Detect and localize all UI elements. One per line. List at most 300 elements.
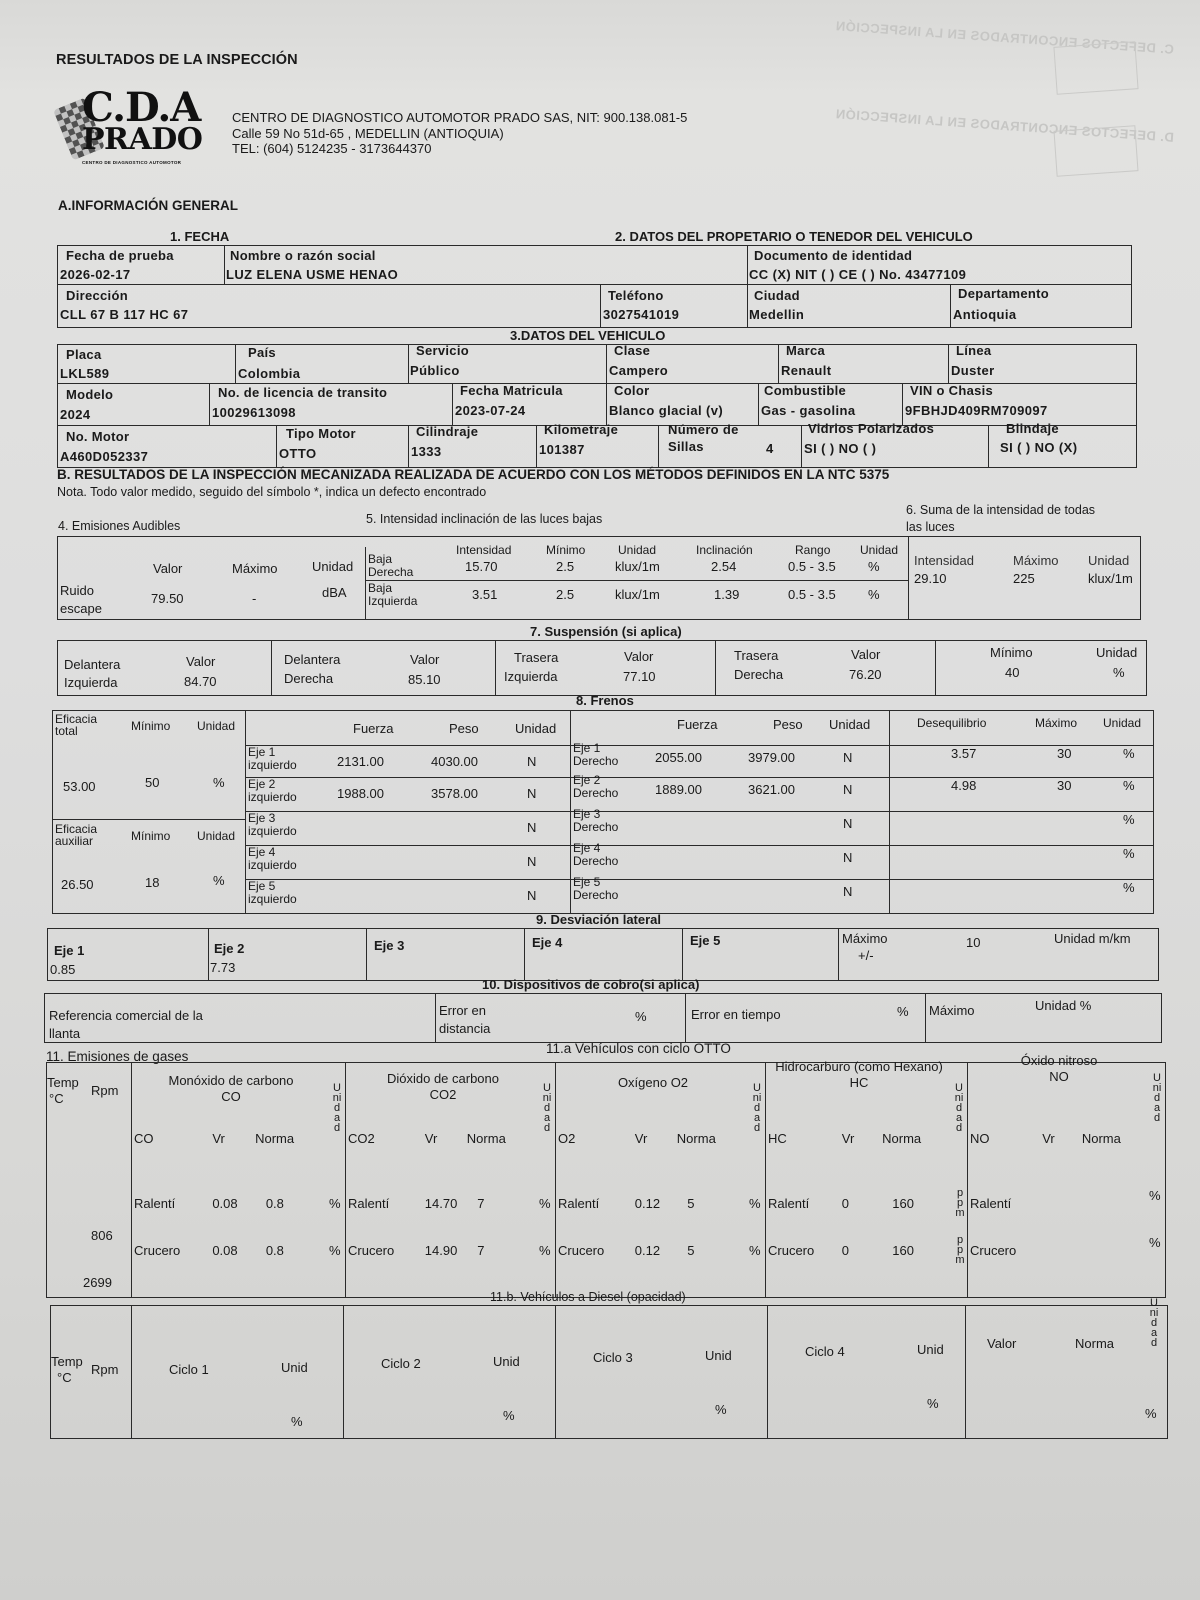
ruido-label-1: Ruido: [60, 583, 94, 598]
referencia-label: llanta: [49, 1026, 81, 1041]
direccion-label: Dirección: [66, 288, 128, 303]
pais-value: Colombia: [238, 366, 301, 381]
freno-lado-label: Derecho: [573, 786, 619, 800]
bleed-through-text: C. DEFECTOS ENCONTRADOS EN LA INSPECCIÓN: [834, 18, 1175, 57]
freno-eje-label: Eje 4: [573, 841, 601, 855]
luces-header-unidad: Unidad: [618, 543, 657, 557]
section-a-title: A.INFORMACIÓN GENERAL: [58, 198, 238, 213]
vehiculo-header: 3.DATOS DEL VEHICULO: [510, 328, 666, 343]
luces-intensidad: 15.70: [465, 559, 498, 574]
luces-inclinacion: 2.54: [711, 559, 737, 574]
diesel-cycle-label: Ciclo 1: [169, 1362, 209, 1377]
luces-inclinacion: 1.39: [714, 587, 740, 602]
error-distancia-label: distancia: [439, 1021, 491, 1036]
clase-label: Clase: [614, 343, 651, 358]
gas-group-subtitle: NO: [1049, 1069, 1069, 1084]
luces-header-unidad2: Unidad: [860, 543, 899, 557]
motor-value: A460D052337: [60, 449, 149, 464]
emisiones-header-valor: Valor: [153, 561, 183, 576]
desviacion-unidad: Unidad m/km: [1054, 931, 1131, 946]
freno-eje-label: Eje 5: [248, 879, 276, 893]
color-label: Color: [614, 383, 650, 398]
suspension-minimo-label: Mínimo: [990, 645, 1033, 660]
suspension-value-label: Valor: [851, 647, 881, 662]
bleed-through-text: D. DEFECTOS ENCONTRADOS EN LA INSPECCIÓN: [834, 106, 1175, 145]
kilometraje-label: Kilometraje: [544, 422, 619, 437]
freno-fuerza: 1889.00: [655, 782, 702, 797]
gas-unit: %: [749, 1243, 761, 1258]
freno-eje-label: Eje 2: [248, 777, 276, 791]
diesel-unidad-pct: %: [1145, 1406, 1157, 1421]
suspension-minimo: 40: [1005, 665, 1020, 680]
eficacia-total-unidad-label: Unidad: [197, 719, 236, 733]
freno-eje-label: Eje 4: [248, 845, 276, 859]
suspension-label: Trasera: [514, 650, 559, 665]
diesel-unidad-vertical: Unidad: [1149, 1297, 1159, 1349]
bleed-through-box: [1053, 41, 1138, 95]
suspension-label: Delantera: [64, 657, 121, 672]
desviacion-eje-value: 0.85: [50, 962, 76, 977]
gas-norma: 5: [687, 1243, 695, 1258]
suspension-label: Derecha: [284, 671, 334, 686]
suspension-label: Trasera: [734, 648, 779, 663]
bleed-through-box: [1053, 125, 1138, 177]
suma-luces-title-1: 6. Suma de la intensidad de todas: [906, 503, 1096, 517]
luces-header-minimo: Mínimo: [546, 543, 586, 557]
diesel-cycle-label: Ciclo 2: [381, 1356, 421, 1371]
gas-vr: 14.90: [424, 1243, 458, 1258]
gas-col-name: CO2: [348, 1131, 375, 1146]
freno-lado-label: Derecho: [573, 888, 619, 902]
freno-fuerza: 2055.00: [655, 750, 702, 765]
company-name: CENTRO DE DIAGNOSTICO AUTOMOTOR PRADO SAS, NIT: 900.138.081-5: [232, 110, 688, 125]
marca-value: Renault: [781, 363, 832, 378]
gas-unidad-vertical: Unidad: [542, 1082, 552, 1134]
sillas-label-1: Número de: [668, 422, 739, 437]
gas-unidad-vertical: Unidad: [332, 1082, 342, 1134]
marca-label: Marca: [786, 343, 826, 358]
suspension-value-label: Valor: [186, 654, 216, 669]
linea-label: Línea: [956, 343, 992, 358]
freno-lado-label: izquierdo: [248, 858, 297, 872]
kilometraje-value: 101387: [539, 442, 585, 457]
error-tiempo-unit: %: [897, 1004, 909, 1019]
gas-group-title: Dióxido de carbono: [386, 1071, 500, 1086]
suspension-unidad: %: [1113, 665, 1125, 680]
ruido-maximo: -: [252, 591, 257, 606]
freno-unidad: N: [527, 854, 537, 869]
luces-header-rango: Rango: [795, 543, 831, 557]
gas-group-title: Hidrocarburo (como Hexano): [775, 1059, 943, 1074]
diesel-cycle-unid: Unid: [493, 1354, 520, 1369]
luces-rango: 0.5 - 3.5: [788, 559, 836, 574]
motor-label: No. Motor: [66, 429, 130, 444]
freno-peso: 4030.00: [431, 754, 478, 769]
frenos-header-desequilibrio: Desequilibrio: [917, 716, 987, 730]
gas-col-name: CO: [134, 1131, 154, 1146]
linea-value: Duster: [951, 363, 995, 378]
rpm-label: Rpm: [91, 1083, 119, 1098]
cilindraje-label: Cilindraje: [416, 424, 479, 439]
fecha-prueba-label: Fecha de prueba: [66, 248, 174, 263]
gas-col-vr: Vr: [424, 1131, 438, 1146]
servicio-label: Servicio: [416, 343, 469, 358]
gas-group-title: Óxido nitroso: [1020, 1053, 1098, 1068]
freno-lado-label: Derecho: [573, 854, 619, 868]
gas-mode: Crucero: [768, 1243, 815, 1258]
freno-peso: 3578.00: [431, 786, 478, 801]
freno-eje-label: Eje 3: [573, 807, 601, 821]
gas-col-norma: Norma: [1081, 1131, 1121, 1146]
freno-peso: 3621.00: [748, 782, 795, 797]
suspension-title: 7. Suspensión (si aplica): [530, 624, 682, 639]
freno-lado-label: izquierdo: [248, 790, 297, 804]
vin-value: 9FBHJD409RM709097: [905, 403, 1048, 418]
suspension-label: Delantera: [284, 652, 341, 667]
gas-col-name: HC: [768, 1131, 787, 1146]
freno-unidad: N: [843, 816, 853, 831]
freno-unidad: N: [843, 782, 853, 797]
luces-unidad2: %: [868, 587, 880, 602]
error-tiempo-label: Error en tiempo: [691, 1007, 781, 1022]
gas-vr: 0.08: [212, 1196, 238, 1211]
luces-row-label: Baja: [368, 552, 393, 566]
freno-unidad: N: [527, 754, 537, 769]
suma-unidad: klux/1m: [1088, 571, 1133, 586]
suspension-label: Izquierda: [504, 669, 558, 684]
pais-label: País: [248, 345, 276, 360]
diesel-temp-label: Temp: [51, 1354, 83, 1369]
suspension-value: 85.10: [408, 672, 441, 687]
frenos-header-peso: Peso: [773, 717, 803, 732]
suma-intensidad: 29.10: [914, 571, 947, 586]
gas-group-title: Oxígeno O2: [617, 1075, 689, 1090]
freno-eje-label: Eje 3: [248, 811, 276, 825]
sillas-value: 4: [766, 441, 774, 456]
suma-luces-title-2: las luces: [906, 520, 955, 534]
modelo-value: 2024: [60, 407, 91, 422]
gas-unit: %: [539, 1243, 551, 1258]
luces-intensidad: 3.51: [472, 587, 498, 602]
telefono-value: 3027541019: [603, 307, 680, 322]
dispositivos-box: [44, 993, 1162, 1043]
frenos-header-fuerza: Fuerza: [353, 721, 394, 736]
eficacia-auxiliar-unidad-label: Unidad: [197, 829, 236, 843]
gas-col-vr: Vr: [1042, 1131, 1055, 1146]
company-phone: TEL: (604) 5124235 - 3173644370: [232, 141, 432, 156]
gas-unidad-vertical: Unidad: [1152, 1072, 1162, 1124]
gases-title: 11. Emisiones de gases: [46, 1049, 189, 1064]
gas-col-norma: Norma: [676, 1131, 716, 1146]
licencia-label: No. de licencia de transito: [218, 385, 388, 400]
desviacion-eje-label: Eje 2: [214, 941, 245, 956]
rpm-value: 2699: [83, 1275, 112, 1290]
document-title: RESULTADOS DE LA INSPECCIÓN: [56, 52, 298, 68]
gas-vr: 0: [841, 1243, 849, 1258]
cilindraje-value: 1333: [411, 444, 442, 459]
gas-vr: 14.70: [424, 1196, 458, 1211]
clase-value: Campero: [609, 363, 669, 378]
gas-vr: 0.12: [634, 1196, 661, 1211]
fecha-header: 1. FECHA: [170, 229, 230, 244]
gas-col-norma: Norma: [882, 1131, 922, 1146]
temp-label: Temp: [47, 1075, 79, 1090]
luces-unidad2: %: [868, 559, 880, 574]
desviacion-box: [47, 928, 1159, 981]
freno-lado-label: Derecho: [573, 820, 619, 834]
ruido-unidad: dBA: [322, 585, 347, 600]
freno-unidad: N: [527, 786, 537, 801]
frenos-header-fuerza: Fuerza: [677, 717, 718, 732]
section-b-note: Nota. Todo valor medido, seguido del símbolo *, indica un defecto encontrado: [57, 485, 487, 499]
rpm-value: 806: [91, 1228, 113, 1243]
combustible-value: Gas - gasolina: [761, 403, 856, 418]
eficacia-auxiliar-label: Eficacia: [55, 822, 98, 836]
otto-title: 11.a Vehículos con ciclo OTTO: [546, 1041, 731, 1056]
servicio-value: Público: [410, 363, 460, 378]
freno-peso: 3979.00: [748, 750, 795, 765]
color-value: Blanco glacial (v): [609, 403, 724, 418]
dispositivos-maximo: Máximo: [929, 1003, 975, 1018]
luces-bajas-title: 5. Intensidad inclinación de las luces bajas: [366, 512, 603, 526]
gas-unit: ppm: [955, 1234, 965, 1266]
suspension-label: Derecha: [734, 667, 784, 682]
freno-eje-label: Eje 1: [573, 741, 601, 755]
freno-unidad: N: [843, 884, 853, 899]
blindaje-value: SI ( ) NO (X): [1000, 440, 1078, 455]
freno-fuerza: 2131.00: [337, 754, 384, 769]
eficacia-auxiliar-valor: 26.50: [61, 877, 94, 892]
gas-mode: Crucero: [134, 1243, 181, 1258]
freno-lado-label: izquierdo: [248, 758, 297, 772]
suspension-unidad-label: Unidad: [1096, 645, 1138, 660]
combustible-label: Combustible: [764, 383, 847, 398]
suspension-value: 77.10: [623, 669, 656, 684]
eficacia-total-label: Eficacia: [55, 712, 98, 726]
gas-col-vr: Vr: [634, 1131, 648, 1146]
referencia-label: Referencia comercial de la: [49, 1008, 203, 1023]
suma-maximo: 225: [1013, 571, 1035, 586]
gas-col-vr: Vr: [841, 1131, 855, 1146]
tipo-motor-label: Tipo Motor: [286, 426, 356, 441]
owner-info-box: [57, 245, 1132, 328]
desviacion-title: 9. Desviación lateral: [536, 912, 662, 927]
gas-norma: 0.8: [265, 1196, 284, 1211]
freno-eje-label: Eje 1: [248, 745, 276, 759]
telefono-label: Teléfono: [608, 288, 664, 303]
sillas-label-2: Sillas: [668, 439, 704, 454]
gas-mode: Ralentí: [558, 1196, 600, 1211]
frenos-header-unidad-pct: Unidad: [1103, 716, 1142, 730]
luces-minimo: 2.5: [556, 559, 575, 574]
gas-unit: %: [539, 1196, 551, 1211]
luces-row-label: Derecha: [368, 565, 414, 579]
frenos-header-unidad: Unidad: [515, 721, 557, 736]
diesel-cycle-label: Ciclo 4: [805, 1344, 845, 1359]
freno-maximo: 30: [1057, 778, 1072, 793]
fecha-prueba-value: 2026-02-17: [60, 267, 131, 282]
gas-mode: Ralentí: [134, 1196, 176, 1211]
freno-lado-label: izquierdo: [248, 892, 297, 906]
eficacia-total-unidad: %: [213, 775, 225, 790]
error-distancia-unit: %: [635, 1009, 647, 1024]
gas-norma: 7: [477, 1196, 485, 1211]
diesel-rpm-label: Rpm: [91, 1362, 119, 1377]
desviacion-maximo-label: +/-: [858, 948, 874, 963]
gas-col-name: O2: [558, 1131, 576, 1146]
frenos-title: 8. Frenos: [576, 693, 634, 708]
eficacia-total-minimo: 50: [145, 775, 160, 790]
ruido-valor: 79.50: [151, 591, 184, 606]
diesel-title: 11.b. Vehículos a Diesel (opacidad): [490, 1290, 686, 1304]
freno-lado-label: izquierdo: [248, 824, 297, 838]
vidrios-value: SI ( ) NO ( ): [804, 441, 877, 456]
ruido-label-2: escape: [60, 601, 102, 616]
eficacia-auxiliar-minimo: 18: [145, 875, 160, 890]
nombre-value: LUZ ELENA USME HENAO: [226, 267, 399, 282]
freno-unidad-pct: %: [1123, 778, 1135, 793]
frenos-header-unidad: Unidad: [829, 717, 871, 732]
diesel-cycle-pct: %: [503, 1408, 515, 1423]
gas-vr: 0.08: [212, 1243, 238, 1258]
gas-col-vr: Vr: [212, 1131, 225, 1146]
blindaje-label: Blindaje: [1006, 421, 1059, 436]
suma-header-maximo: Máximo: [1013, 553, 1059, 568]
luces-row-label: Izquierda: [368, 594, 418, 608]
gas-vr: 0.12: [634, 1243, 661, 1258]
freno-desequilibrio: 3.57: [951, 746, 977, 761]
frenos-box: [52, 710, 1154, 914]
luces-rango: 0.5 - 3.5: [788, 587, 836, 602]
gas-unit: %: [329, 1196, 341, 1211]
company-info: [232, 110, 687, 157]
gas-norma: 7: [477, 1243, 485, 1258]
gas-unit: %: [329, 1243, 341, 1258]
freno-eje-label: Eje 2: [573, 773, 601, 787]
freno-eje-label: Eje 5: [573, 875, 601, 889]
gas-unit: %: [1149, 1188, 1161, 1203]
documento-value: CC (X) NIT ( ) CE ( ) No. 43477109: [749, 267, 967, 282]
eficacia-auxiliar-minimo-label: Mínimo: [131, 829, 171, 843]
gas-unidad-vertical: Unidad: [752, 1082, 762, 1134]
dispositivos-title: 10. Dispositivos de cobro(si aplica): [482, 977, 700, 992]
logo-tagline: CENTRO DE DIAGNOSTICO AUTOMOTOR: [82, 160, 182, 165]
eficacia-total-label: total: [55, 724, 78, 738]
tipo-motor-value: OTTO: [279, 446, 317, 461]
gas-unit: ppm: [955, 1187, 965, 1219]
luces-row-label: Baja: [368, 581, 393, 595]
suspension-value: 84.70: [184, 674, 217, 689]
gas-unidad-vertical: Unidad: [954, 1082, 964, 1134]
freno-maximo: 30: [1057, 746, 1072, 761]
eficacia-total-minimo-label: Mínimo: [131, 719, 171, 733]
gas-group-title: Monóxido de carbono: [168, 1073, 294, 1088]
suma-header-unidad: Unidad: [1088, 553, 1130, 568]
suspension-value-label: Valor: [410, 652, 440, 667]
gas-group-subtitle: CO2: [429, 1087, 457, 1102]
freno-unidad: N: [843, 850, 853, 865]
luces-emisiones-box: [57, 536, 1141, 620]
gas-norma: 5: [687, 1196, 695, 1211]
gas-group-subtitle: HC: [849, 1075, 869, 1090]
propietario-header: 2. DATOS DEL PROPETARIO O TENEDOR DEL VEHICULO: [615, 229, 973, 244]
temp-unit: °C: [49, 1091, 64, 1106]
diesel-cycle-pct: %: [291, 1414, 303, 1429]
vin-label: VIN o Chasis: [910, 383, 994, 398]
gas-norma: 0.8: [265, 1243, 284, 1258]
placa-value: LKL589: [60, 366, 110, 381]
diesel-cycle-pct: %: [715, 1402, 727, 1417]
gas-col-name: NO: [970, 1131, 990, 1146]
freno-lado-label: Derecho: [573, 754, 619, 768]
gas-col-norma: Norma: [255, 1131, 295, 1146]
modelo-label: Modelo: [66, 387, 114, 402]
diesel-cycle-unid: Unid: [917, 1342, 944, 1357]
suma-header-intensidad: Intensidad: [914, 553, 974, 568]
eficacia-auxiliar-unidad: %: [213, 873, 225, 888]
freno-unidad-pct: %: [1123, 846, 1135, 861]
freno-unidad-pct: %: [1123, 812, 1135, 827]
desviacion-eje-label: Eje 5: [690, 933, 721, 948]
gas-mode: Crucero: [970, 1243, 1017, 1258]
gas-norma: 160: [892, 1196, 914, 1211]
luces-minimo: 2.5: [556, 587, 575, 602]
suspension-value-label: Valor: [624, 649, 654, 664]
desviacion-eje-label: Eje 3: [374, 938, 405, 953]
fecha-matricula-value: 2023-07-24: [455, 403, 526, 418]
documento-label: Documento de identidad: [754, 248, 913, 263]
luces-header-intensidad: Intensidad: [456, 543, 512, 557]
frenos-header-maximo: Máximo: [1035, 716, 1078, 730]
freno-unidad: N: [527, 820, 537, 835]
diesel-valor-label: Valor: [987, 1336, 1017, 1351]
gas-mode: Ralentí: [768, 1196, 810, 1211]
luces-unidad: klux/1m: [615, 559, 660, 574]
gas-unit: %: [1149, 1235, 1161, 1250]
freno-unidad: N: [843, 750, 853, 765]
eficacia-total-valor: 53.00: [63, 779, 96, 794]
cda-prado-logo: [62, 84, 222, 174]
departamento-value: Antioquia: [953, 307, 1017, 322]
licencia-value: 10029613098: [212, 405, 296, 420]
diesel-cycle-unid: Unid: [281, 1360, 308, 1375]
section-b-title: B. RESULTADOS DE LA INSPECCIÓN MECANIZADA REALIZADA DE ACUERDO CON LOS MÉTODOS DEFINIDOS EN LA NTC 5375: [57, 467, 890, 482]
freno-unidad: N: [527, 888, 537, 903]
luces-unidad: klux/1m: [615, 587, 660, 602]
eficacia-auxiliar-label: auxiliar: [55, 834, 94, 848]
luces-header-inclinacion: Inclinación: [696, 543, 753, 557]
gas-mode: Ralentí: [970, 1196, 1012, 1211]
error-distancia-label: Error en: [439, 1003, 486, 1018]
ciudad-value: Medellin: [749, 307, 805, 322]
suspension-label: Izquierda: [64, 675, 118, 690]
emisiones-header-unidad: Unidad: [312, 559, 354, 574]
departamento-label: Departamento: [958, 286, 1050, 301]
diesel-temp-unit: °C: [57, 1370, 72, 1385]
freno-unidad-pct: %: [1123, 746, 1135, 761]
diesel-cycle-label: Ciclo 3: [593, 1350, 633, 1365]
placa-label: Placa: [66, 347, 102, 362]
frenos-header-peso: Peso: [449, 721, 479, 736]
gas-col-norma: Norma: [466, 1131, 506, 1146]
direccion-value: CLL 67 B 117 HC 67: [60, 307, 189, 322]
desviacion-eje-value: 7.73: [210, 960, 236, 975]
suspension-box: [57, 640, 1147, 696]
gas-mode: Ralentí: [348, 1196, 390, 1211]
vidrios-label: Vidrios Polarizados: [808, 421, 935, 436]
nombre-label: Nombre o razón social: [230, 248, 376, 263]
fecha-matricula-label: Fecha Matricula: [460, 383, 563, 398]
